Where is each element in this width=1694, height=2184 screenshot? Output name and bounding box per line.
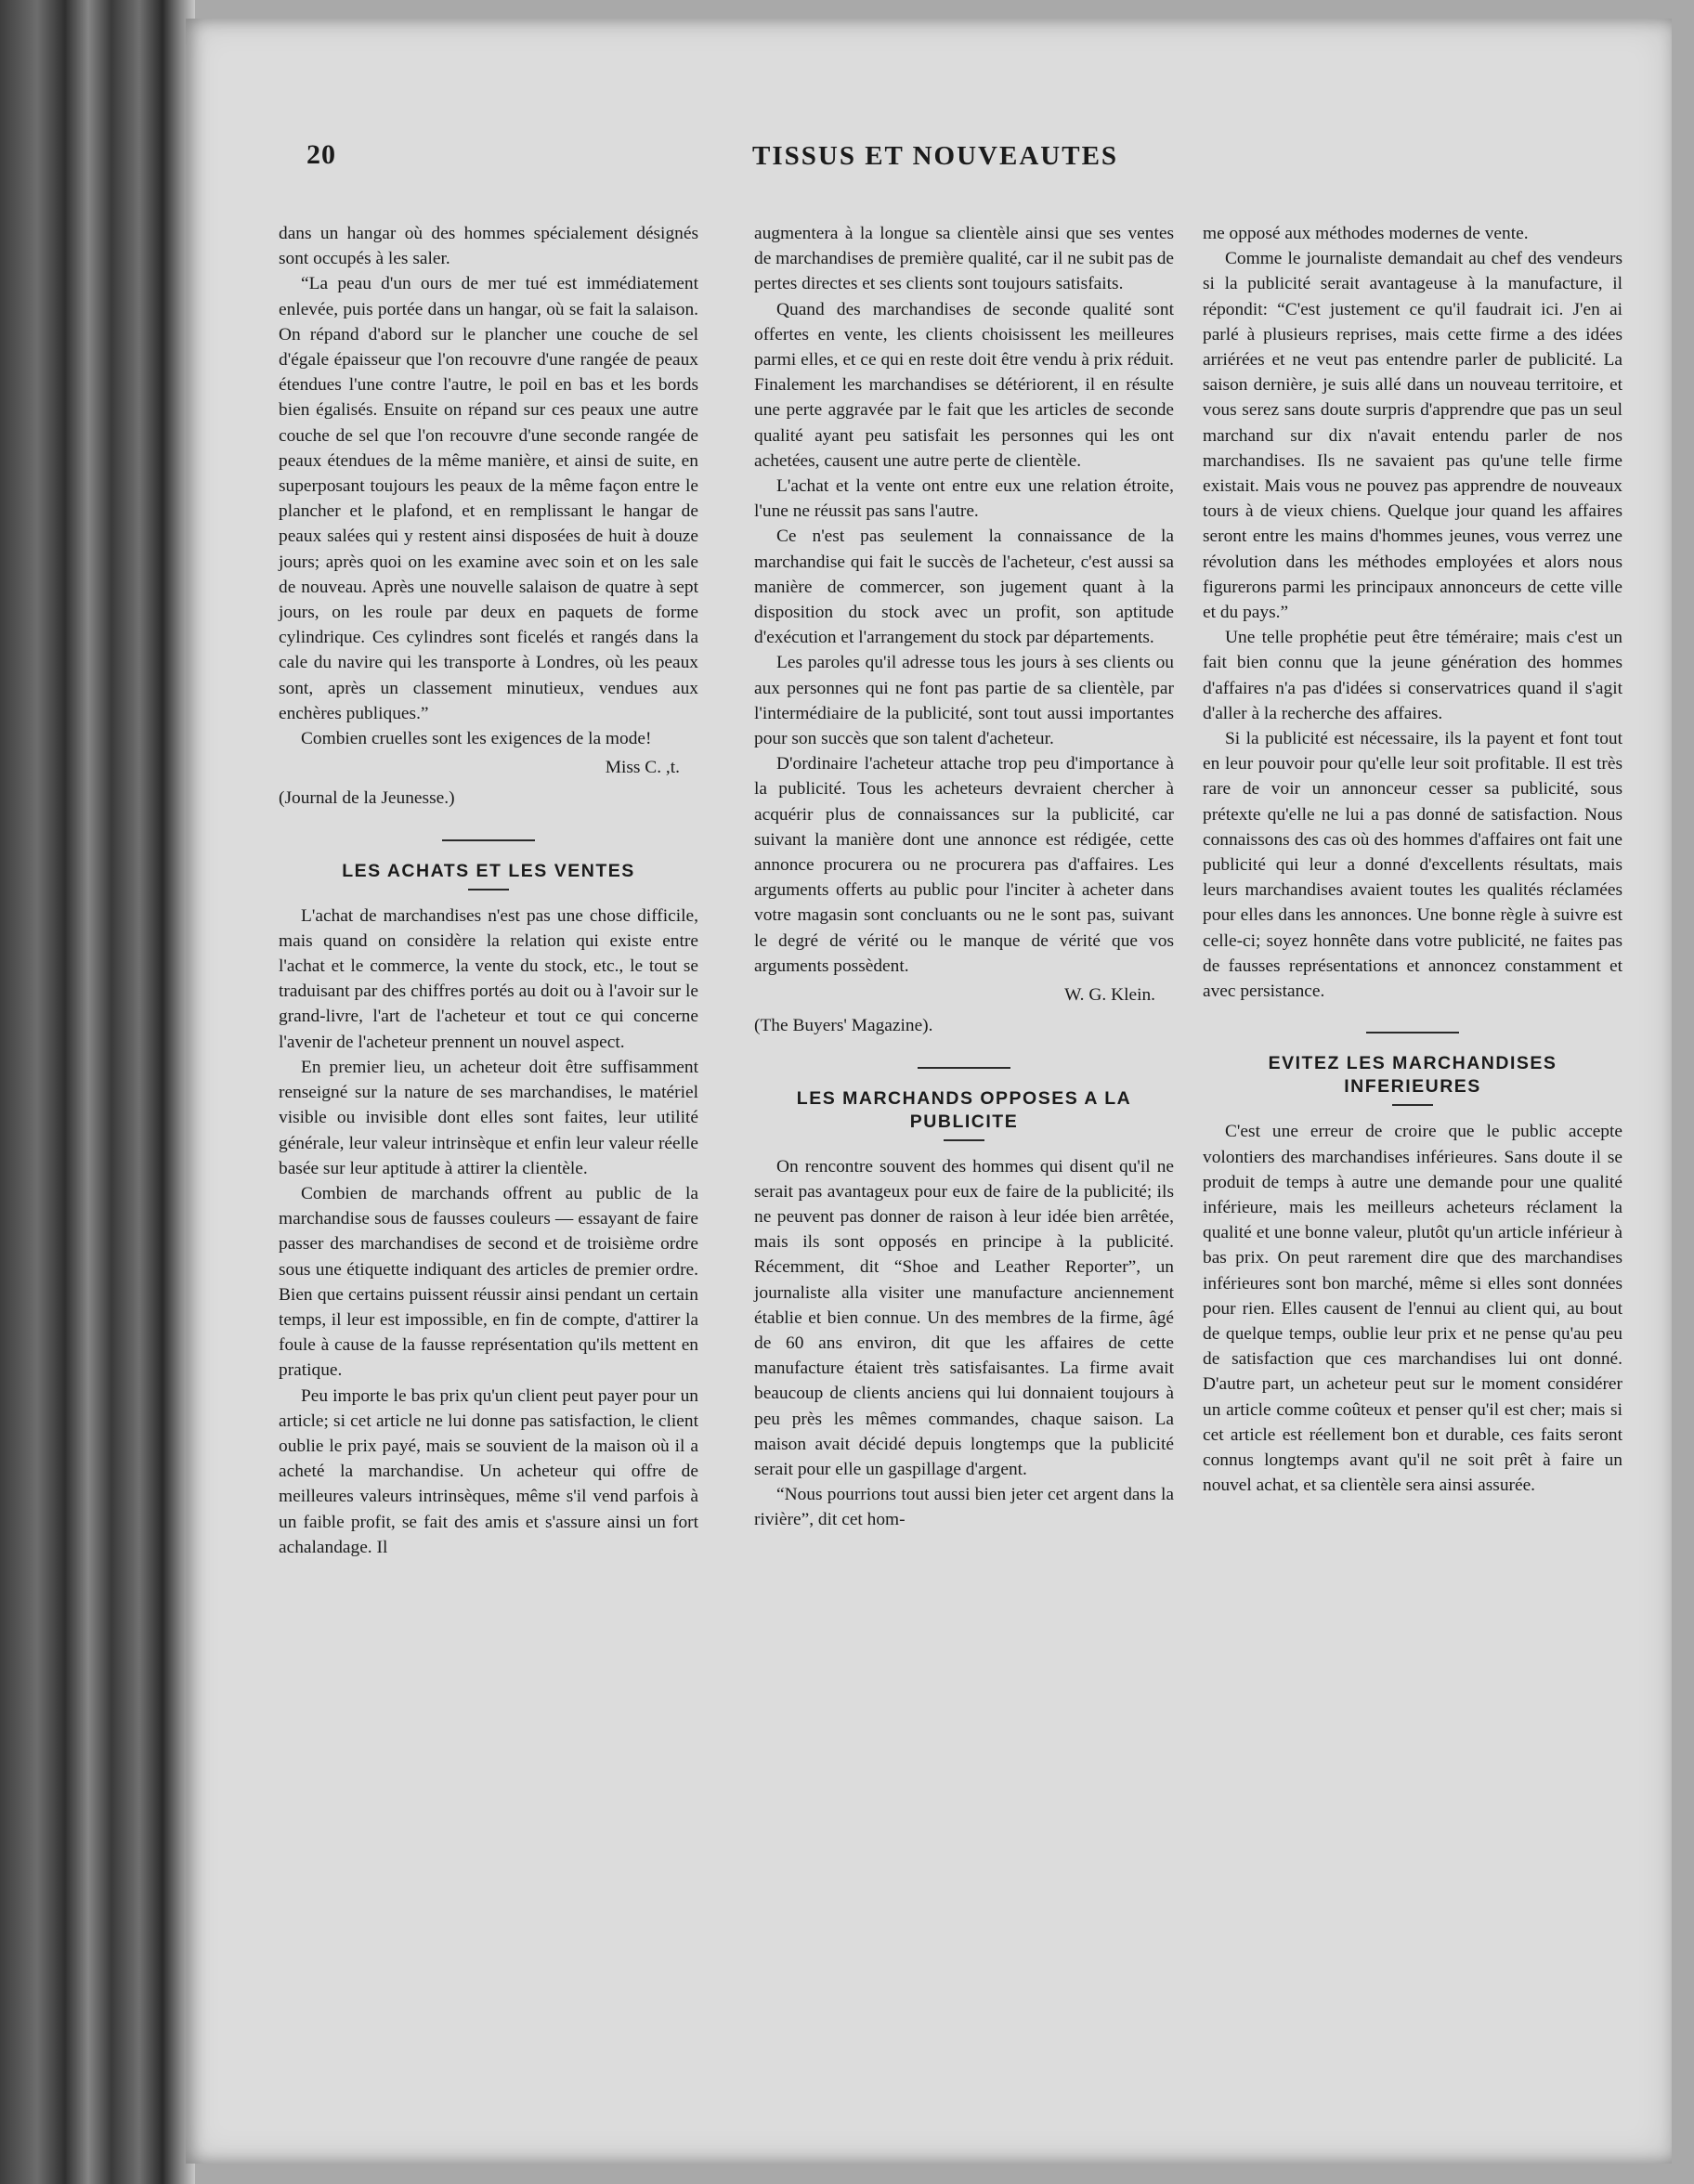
article-heading: LES MARCHANDS OPPOSES A LA PUBLICITE — [796, 1087, 1132, 1132]
article-heading: LES ACHATS ET LES VENTES — [342, 860, 635, 881]
paragraph: Si la publicité est nécessaire, ils la payent et font tout en leur pouvoir pour qu'elle leur soit profitable. Il est très rare de voir un annonceur cesser sa publicité, sous prétexte qu'elle ne lui a pas donné de satisfaction. Nous connaissons des cas où des hommes d'affaires ont fait une publicité qui leur a donné d'excellents résultats, mais leurs marchandises avaient toutes les qualités réclamées pour elles dans les annonces. Une bonne règle à suivre est celle-ci; soyez honnête dans votre publicité, ne faites pas de fausses représentations et annoncez constamment et avec persistance. — [1203, 729, 1622, 1002]
paragraph: Une telle prophétie peut être téméraire; mais c'est un fait bien connu que la jeune génération des hommes d'affaires n'a pas d'idées si conservatrices quand il s'agit d'aller à la recherche des affaires. — [1203, 628, 1622, 723]
paragraph: En premier lieu, un acheteur doit être suffisamment renseigné sur la nature de ses marchandises, le matériel visible ou invisible dont elles sont faites, leur utilité générale, leur valeur intrinsèque et enfin leur valeur réelle basée sur leur aptitude à attirer la clientèle. — [279, 1057, 698, 1178]
article-signature: W. G. Klein. — [1064, 985, 1155, 1006]
running-head: TISSUS ET NOUVEAUTES — [752, 141, 1119, 171]
paragraph: Ce n'est pas seulement la connaissance de la marchandise qui fait le succès de l'acheteur, c'est aussi sa manière de commercer, son jugement quant à la disposition du stock avec un profit, son aptitude d'exécution et l'arrangement du stock par départements. — [754, 526, 1174, 648]
book-binding-edge — [0, 0, 195, 2184]
article-source: (Journal de la Jeunesse.) — [279, 788, 455, 809]
paragraph: L'achat de marchandises n'est pas une chose difficile, mais quand on considère la relation qui existe entre l'achat et le commerce, la vente du stock, etc., le tout se traduisant par des chiffres portés au doit ou à l'avoir sur le grand-livre, l'art de l'acheteur et tout ce qui concerne l'avenir de l'acheteur prennent un nouvel aspect. — [279, 905, 698, 1052]
paragraph: L'achat et la vente ont entre eux une relation étroite, l'une ne réussit pas sans l'autre. — [754, 476, 1174, 522]
heading-rule — [944, 1139, 984, 1141]
magazine-page — [186, 19, 1672, 2164]
paragraph: On rencontre souvent des hommes qui disent qu'il ne serait pas avantageux pour eux de faire de la publicité; ils ne peuvent pas donner de raison à leur idée bien arrêtée, mais ils sont opposés en principe à la publicité. Récemment, dit “Shoe and Leather Reporter”, un journaliste alla visiter une manufacture anciennement établie et bien connue. Un des membres de la firme, âgé de 60 ans environ, dit que les affaires de cette manufacture étaient très satisfaisantes. La firme avait beaucoup de clients anciens qui lui donnaient toujours à peu près les mêmes commandes, chaque saison. La maison avait décidé depuis longtemps que la publicité serait pour elle un gaspillage d'argent. — [754, 1156, 1174, 1479]
section-divider — [1366, 1032, 1459, 1034]
paragraph: C'est une erreur de croire que le public accepte volontiers des marchandises inférieures. Sans doute il se produit de temps à autre une demande pour une qualité inférieure, mais les meilleurs acheteurs réclament la qualité et une bonne valeur, plutôt qu'un article inférieur à bas prix. On peut rarement dire que des marchandises inférieures sont bon marché, même si elles sont données pour rien. Elles causent de l'ennui au client qui, au bout de quelque temps, oublie leur prix et ne pense qu'au peu de satisfaction que ces marchandises lui ont donné. D'autre part, un acheteur peut sur le moment considérer un article comme coûteux et penser qu'il est cher; mais si cet article est réellement bon et durable, ces faits seront connus longtemps avant qu'il ne soit prêt à faire un nouvel achat, et sa clientèle sera ainsi assurée. — [1203, 1122, 1622, 1496]
paragraph: Combien cruelles sont les exigences de la mode! — [301, 729, 652, 749]
paragraph: “Nous pourrions tout aussi bien jeter cet argent dans la rivière”, dit cet hom- — [754, 1485, 1174, 1530]
column-right — [1203, 221, 1622, 1498]
section-divider — [442, 839, 535, 841]
article-signature: Miss C. ,t. — [605, 758, 680, 778]
paragraph: Quand des marchandises de seconde qualité sont offertes en vente, les clients choisissent les meilleures parmi elles, et ce qui en reste doit être vendu à prix réduit. Finalement les marchandises se détériorent, il en résulte une perte aggravée par le fait que les articles de seconde qualité ayant peu satisfait les personnes qui les ont achetées, causent une autre perte de clientèle. — [754, 299, 1174, 471]
paragraph: dans un hangar où des hommes spécialement désignés sont occupés à les saler. — [279, 224, 698, 269]
paragraph: Comme le journaliste demandait au chef des vendeurs si la publicité serait avantageuse à la manufacture, il répondit: “C'est justement ce qu'il faudrait ici. J'en ai parlé à plusieurs reprises, mais cette firme a des idées arriérées et ne veut pas entendre parler de publicité. La saison dernière, je suis allé dans un nouveau territoire, et vous serez sans doute surpris d'apprendre que pas un seul marchand sur dix n'avait entendu parler de nos marchandises. Ils ne savaient pas qu'une telle firme existait. Mais vous ne pouvez pas apprendre de nouveaux tours à de vieux chiens. Quelque jour quand les affaires seront entre les mains d'hommes jeunes, vous verrez une révolution dans les méthodes employées et alors nous figurerons parmi les principaux annonceurs de cette ville et du pays.” — [1203, 249, 1622, 623]
heading-rule — [1392, 1104, 1433, 1106]
paragraph: me opposé aux méthodes modernes de vente. — [1203, 224, 1529, 243]
page-number: 20 — [306, 139, 336, 170]
paragraph: “La peau d'un ours de mer tué est immédiatement enlevée, puis portée dans un hangar, où se fait la salaison. On répand d'abord sur le plancher une couche de sel d'égale épaisseur que l'on recouvre d'une rangée de peaux étendues l'une contre l'autre, le poil en bas et les bords bien égalisés. Ensuite on répand sur ces peaux une autre couche de sel que l'on recouvre d'une seconde rangée de peaux étendues de la même manière, et ainsi de suite, en superposant toujours les peaux de la même façon entre le plancher et le plafond, et en remplissant le hangar de peaux salées qui y restent ainsi disposées de huit à douze jours; après quoi on les examine avec soin et on les sale de nouveau. Après une nouvelle salaison de quatre à sept jours, on les roule par deux en paquets de forme cylindrique. Ces cylindres sont ficelés et rangés dans la cale du navire qui les transporte à Londres, où les peaux sont, après un classement minutieux, vendues aux enchères publiques.” — [279, 274, 698, 723]
column-left — [279, 221, 698, 1560]
paragraph: Les paroles qu'il adresse tous les jours à ses clients ou aux personnes qui ne font pas partie de sa clientèle, par l'intermédiaire de la publicité, sont tout aussi importantes pour son succès que son talent d'acheteur. — [754, 653, 1174, 749]
paragraph: D'ordinaire l'acheteur attache trop peu d'importance à la publicité. Tous les acheteurs devraient chercher à acquérir plus de connaissances sur la publicité, car suivant la manière dont une annonce est rédigée, cette annonce procurera ou ne procurera pas d'affaires. Les arguments offerts au public pour l'inciter à acheter dans votre magasin sont concluants ou ne le sont pas, suivant le degré de vérité ou le manque de vérité que vos arguments possèdent. — [754, 754, 1174, 976]
section-divider — [918, 1067, 1010, 1069]
column-middle — [754, 221, 1174, 1533]
paragraph: Peu importe le bas prix qu'un client peut payer pour un article; si cet article ne lui donne pas satisfaction, le client oublie le prix payé, mais se souvient de la maison où il a acheté la marchandise. Un acheteur qui offre de meilleures valeurs intrinsèques, même s'il vend parfois à un faible profit, se fait des amis et s'assure ainsi un fort achalandage. Il — [279, 1385, 698, 1557]
article-heading: EVITEZ LES MARCHANDISES INFERIEURES — [1268, 1053, 1557, 1098]
heading-rule — [468, 889, 509, 890]
paragraph: augmentera à la longue sa clientèle ainsi que ses ventes de marchandises de première qualité, car il ne subit pas de pertes directes et ses clients sont toujours satisfaits. — [754, 224, 1174, 294]
article-source: (The Buyers' Magazine). — [754, 1016, 933, 1036]
paragraph: Combien de marchands offrent au public de la marchandise sous de fausses couleurs — essayant de faire passer des marchandises de second et de troisième ordre sous une étiquette indiquant des articles de premier ordre. Bien que certains puissent réussir ainsi pendant un certain temps, il leur est impossible, en fin de compte, d'attirer la foule à cause de la fausse représentation qu'ils mettent en pratique. — [279, 1183, 698, 1381]
